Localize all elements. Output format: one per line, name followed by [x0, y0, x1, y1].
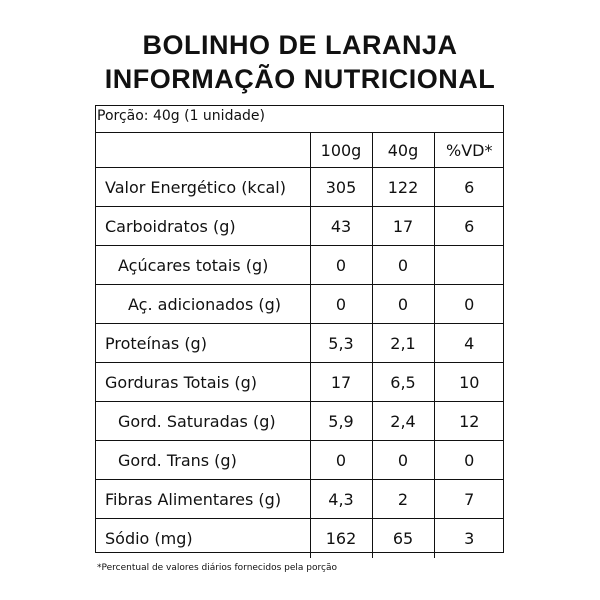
- table-row: [95, 324, 504, 363]
- header-nutrient: [95, 133, 310, 168]
- value-100g: 162: [310, 519, 372, 558]
- table-row: [95, 480, 504, 519]
- header-40g: 40g: [372, 133, 434, 168]
- value-100g: 0: [310, 246, 372, 285]
- value-vd: 6: [434, 168, 504, 207]
- nutrient-name: Açúcares totais (g): [95, 246, 310, 285]
- value-40g: 0: [372, 285, 434, 324]
- value-vd: 10: [434, 363, 504, 402]
- nutrient-name: Sódio (mg): [95, 519, 310, 558]
- value-40g: 122: [372, 168, 434, 207]
- value-40g: 2,1: [372, 324, 434, 363]
- table-row: [95, 168, 504, 207]
- value-40g: 6,5: [372, 363, 434, 402]
- nutrient-name: Aç. adicionados (g): [95, 285, 310, 324]
- value-40g: 0: [372, 246, 434, 285]
- value-vd: 0: [434, 441, 504, 480]
- nutrient-name: Gord. Saturadas (g): [95, 402, 310, 441]
- table-row: [95, 207, 504, 246]
- value-100g: 17: [310, 363, 372, 402]
- product-title: BOLINHO DE LARANJA: [142, 30, 458, 60]
- value-100g: 5,9: [310, 402, 372, 441]
- value-100g: 0: [310, 441, 372, 480]
- table-header-row: [95, 133, 504, 168]
- nutrition-heading: INFORMAÇÃO NUTRICIONAL: [104, 64, 496, 94]
- table-row: [95, 519, 504, 558]
- value-100g: 0: [310, 285, 372, 324]
- value-vd: 0: [434, 285, 504, 324]
- value-100g: 5,3: [310, 324, 372, 363]
- value-100g: 4,3: [310, 480, 372, 519]
- value-vd: 3: [434, 519, 504, 558]
- header-100g: 100g: [310, 133, 372, 168]
- value-vd: 6: [434, 207, 504, 246]
- value-40g: 65: [372, 519, 434, 558]
- nutrient-name: Proteínas (g): [95, 324, 310, 363]
- value-40g: 17: [372, 207, 434, 246]
- table-row: [95, 441, 504, 480]
- footnote: *Percentual de valores diários fornecidos pela porção: [97, 563, 337, 573]
- value-vd: 4: [434, 324, 504, 363]
- nutrient-name: Carboidratos (g): [95, 207, 310, 246]
- value-vd: 7: [434, 480, 504, 519]
- table-row: [95, 402, 504, 441]
- value-40g: 2: [372, 480, 434, 519]
- nutrient-name: Valor Energético (kcal): [95, 168, 310, 207]
- value-100g: 43: [310, 207, 372, 246]
- header-vd: %VD*: [434, 133, 504, 168]
- table-row: [95, 246, 504, 285]
- value-vd: 12: [434, 402, 504, 441]
- value-vd: [434, 246, 504, 285]
- value-40g: 2,4: [372, 402, 434, 441]
- nutrient-name: Gord. Trans (g): [95, 441, 310, 480]
- value-40g: 0: [372, 441, 434, 480]
- nutrition-table: [95, 132, 504, 558]
- table-row: [95, 363, 504, 402]
- portion-size: Porção: 40g (1 unidade): [97, 108, 265, 124]
- value-100g: 305: [310, 168, 372, 207]
- table-row: [95, 285, 504, 324]
- nutrient-name: Gorduras Totais (g): [95, 363, 310, 402]
- nutrient-name: Fibras Alimentares (g): [95, 480, 310, 519]
